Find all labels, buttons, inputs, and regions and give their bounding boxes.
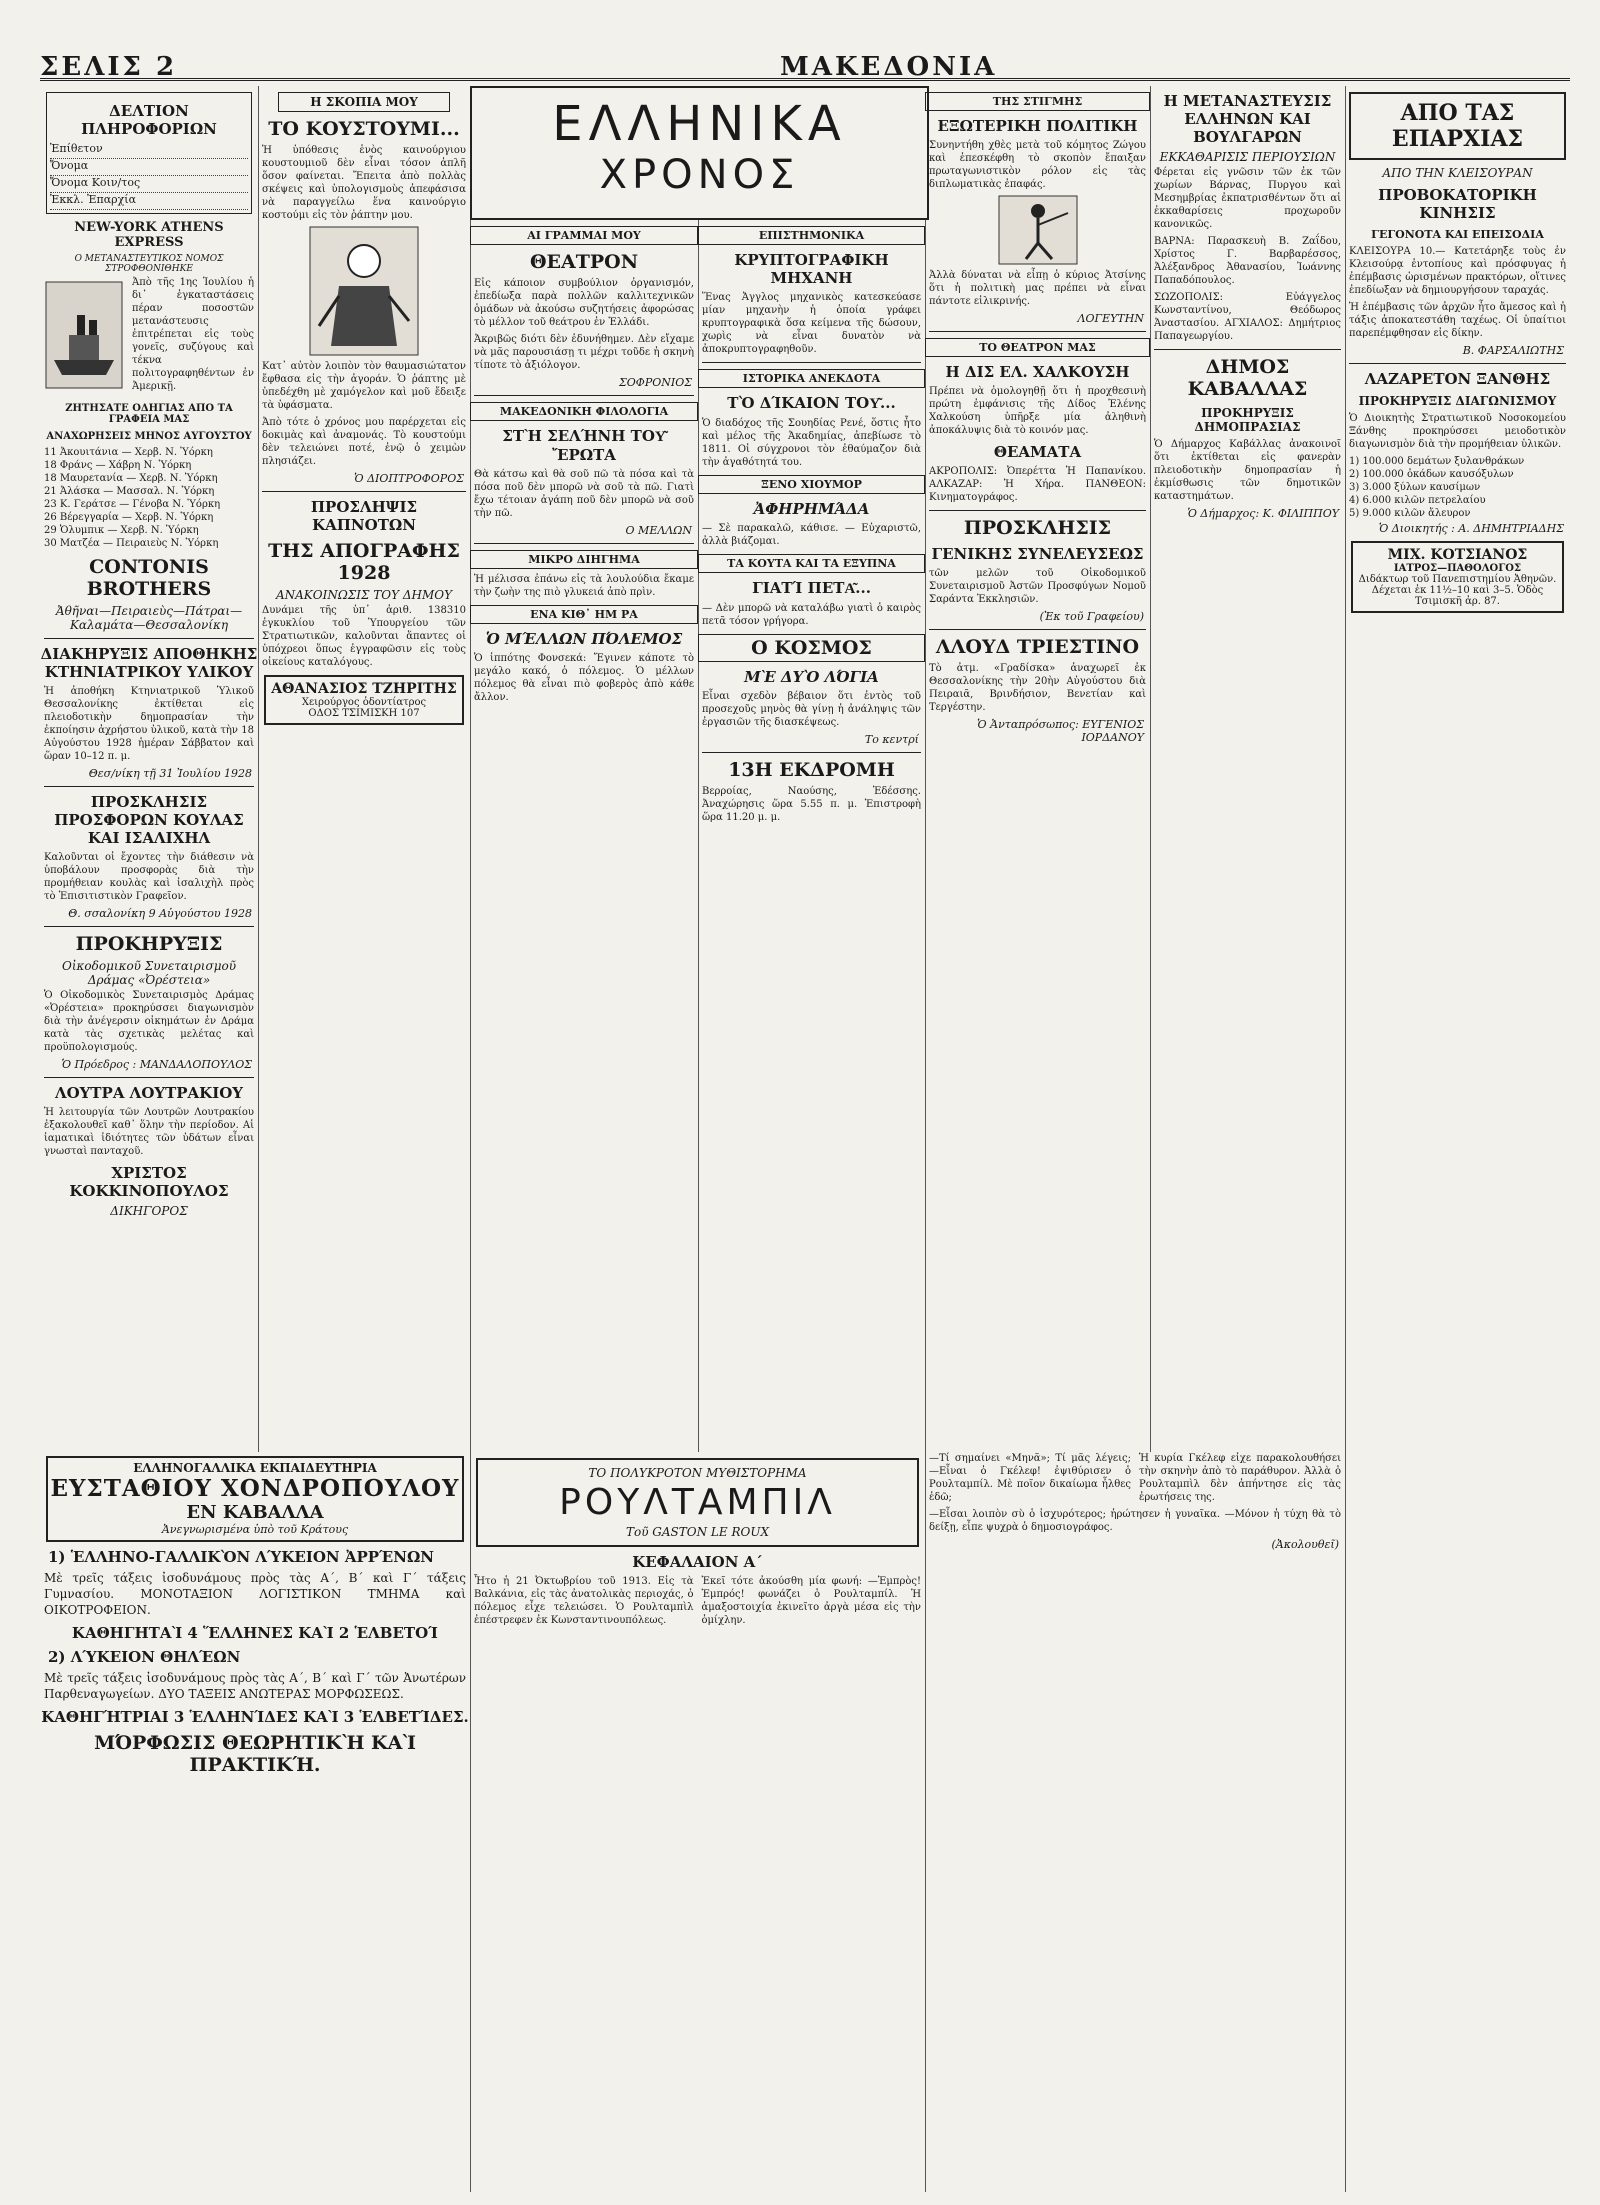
- column-6: [1150, 86, 1346, 1452]
- serial-text: —Εἶσαι λοιπὸν σὺ ὁ ἰσχυρότερος; ἠρώτησεν ἡ γυναῖκα. —Μόνον ἡ τύχη θὰ τὸ δείξῃ, εἶπε ψυχρὰ ὁ δημοσιογράφος.: [929, 1509, 1341, 1533]
- serial-header: [476, 1458, 919, 1547]
- serial-text: Ἐκεῖ τότε ἀκούσθη μία φωνή: —Ἐμπρὸς! Ἐμπρός! φωνάζει ὁ Ρουλταμπίλ. Ἡ ἁμαξοστοιχία ἐκινεῖτο ἀργὰ μέσα εἰς τὴν ὁμίχλην.: [701, 1576, 921, 1626]
- school-ad-city: ΕΝ ΚΑΒΑΛΛΑ: [186, 1502, 324, 1523]
- misc-title: ΤΑ ΚΟΥΤΑ ΚΑΙ ΤΑ ΕΞΥΠΝΑ: [698, 554, 925, 573]
- section-label: ΕΠΙΣΤΗΜΟΝΙΚΑ: [698, 226, 925, 245]
- lloyd-text: Τὸ ἀτμ. «Γραδίσκα» ἀναχωρεῖ ἐκ Θεσσαλονίκης τὴν 20ὴν Αὐγούστου διὰ Πειραιᾶ, Βρινδήσιον, Βενετίαν καὶ Τεργέστην.: [929, 663, 1146, 713]
- column-1: [40, 86, 259, 1452]
- list-item: 2) 100.000 ὀκάδων καυσόξυλων: [1349, 469, 1514, 480]
- list-item: 3) 3.000 ξύλων καυσίμων: [1349, 482, 1481, 493]
- serial-chapter: ΚΕΦΑΛΑΙΟΝ Α΄: [632, 1553, 763, 1571]
- theatre-review-text: Πρέπει νὰ ὁμολογηθῇ ὅτι ἡ προχθεσινὴ πρώτη ἐμφάνισις τῆς Δίδος Ἐλένης Χαλκούση ὑπῆρξε μία ἀληθινὴ ἀποκάλυψις διὰ τὸ κοινόν μας.: [929, 386, 1146, 436]
- crypto-title: ΚΡΥΠΤΟΓΡΑΦΙΚΗ ΜΗΧΑΝΗ: [734, 251, 889, 287]
- masthead: [40, 52, 1570, 81]
- short-story-text: Ἡ μέλισσα ἐπάνω εἰς τὰ λουλούδια ἔκαμε τὴν ζωὴν της πιὸ γλυκειά ἀπὸ πρὶν.: [474, 574, 694, 598]
- list-item: 23 Κ. Γεράτσε — Γένοβα Ν. Ὑόρκη: [44, 499, 221, 510]
- list-item: 1) 100.000 δεμάτων ξυλανθράκων: [1349, 456, 1525, 467]
- theatre-title: ΘΕΑΤΡΟΝ: [529, 251, 639, 273]
- short-story-title: ΜΙΚΡΟ ΔΙΗΓΗΜΑ: [470, 550, 698, 569]
- section-label: Η ΣΚΟΠΙΑ ΜΟΥ: [278, 92, 450, 112]
- lawyer-name: ΧΡΙΣΤΟΣ ΚΟΚΚΙΝΟΠΟΥΛΟΣ: [69, 1164, 229, 1200]
- school-boys-text: Μὲ τρεῖς τάξεις ἰσοδυνάμους πρὸς τὰς Α΄, Β΄ καὶ Γ΄ τάξεις Γυμνασίου. ΜΟΝΟΤΑΞΙΟΝ ΛΟΓΙΣΤΙΚΟΝ ΤΜΗΜΑ καὶ ΟΙΚΟΤΡΟΦΕΙΟΝ.: [44, 1571, 466, 1617]
- hospital-sign: Ὁ Διοικητής : Α. ΔΗΜΗΤΡΙΑΔΗΣ: [1378, 522, 1564, 535]
- serial-continuation: [925, 1452, 1346, 2192]
- migration-title: Η ΜΕΤΑΝΑΣΤΕΥΣΙΣ ΕΛΛΗΝΩΝ ΚΑΙ ΒΟΥΛΓΑΡΩΝ: [1163, 92, 1332, 146]
- invite-text: τῶν μελῶν τοῦ Οἰκοδομικοῦ Συνεταιρισμοῦ Ἀστῶν Προσφύγων Νομοῦ Σαράντα Ἐκκλησιῶν.: [929, 568, 1146, 605]
- migration-text: ΣΩΖΟΠΟΛΙΣ: Εὐάγγελος Κωνσταντίνου, Θεόδωρος Ἀναστασίου. ΑΓΧΙΑΛΟΣ: Δημήτριος Παπαγεωργίου.: [1154, 292, 1341, 342]
- invite-title: ΠΡΟΣΚΛΗΣΙΣ: [963, 517, 1112, 539]
- school-boys-staff: ΚΑΘΗΓΗΤΑῚ 4 ἝΛΛΗΝΕΣ ΚΑῚ 2 ἙΛΒΕΤΟΊ: [71, 1624, 439, 1642]
- ny-express-subtitle: Ο ΜΕΤΑΝΑΣΤΕΥΤΙΚΟΣ ΝΟΜΟΣ ΣΤΡΟΦΘΟΝΙΘΗΚΕ: [74, 254, 224, 274]
- hospital-list: [1349, 455, 1566, 520]
- shows-text: ΑΚΡΟΠΟΛΙΣ: Ὀπερέττα Ἡ Παπανίκου. ΑΛΚΑΖΑΡ: Ἡ Χήρα. ΠΑΝΘΕΟΝ: Κινηματογράφος.: [929, 466, 1146, 503]
- baths-title: ΛΟΥΤΡΑ ΛΟΥΤΡΑΚΙΟΥ: [54, 1084, 244, 1102]
- column-3: [470, 220, 699, 1452]
- doctor-ad: [1351, 541, 1564, 613]
- philology-title: ΜΑΚΕΔΟΝΙΚΗ ΦΙΛΟΛΟΓΙΑ: [470, 402, 698, 421]
- migration-text: ΒΑΡΝΑ: Παρασκευὴ Β. Ζαΐδου, Χρίστος Γ. Βαρβαρέσσος, Ἀλέξανδρος Ἀθανασίου, Ἰωάννης Παπαδόπουλος.: [1154, 236, 1341, 286]
- provinces-text: Ἡ ἐπέμβασις τῶν ἀρχῶν ἦτο ἄμεσος καὶ ἡ τάξις ἀποκατεστάθη ταχέως. Οἱ ὑπαίτιοι παρεπέμφθησαν εἰς δίκην.: [1349, 302, 1566, 339]
- baths-text: Ἡ λειτουργία τῶν Λουτρῶν Λουτρακίου ἐξακολουθεῖ καθ᾽ ὅλην τὴν περίοδον. Αἱ ἰαματικαὶ ἰδιότητες τῶν ὑδάτων εἶναι γνωσταὶ πανταχοῦ.: [44, 1107, 254, 1157]
- lawyer-title: ΔΙΚΗΓΟΡΟΣ: [110, 1204, 188, 1218]
- politics-title: ΕΞΩΤΕΡΙΚΗ ΠΟΛΙΤΙΚΗ: [937, 117, 1138, 135]
- notice-sign: Ὁ Πρόεδρος : ΜΑΝΔΑΛΟΠΟΥΛΟΣ: [61, 1058, 252, 1071]
- politics-signature: ΛΟΓΕΥΤΗΝ: [1077, 312, 1144, 325]
- provinces-from: ΑΠΟ ΤΗΝ ΚΛΕΙΣΟΥΡΑΝ: [1382, 166, 1533, 180]
- auction-sign: Θεσ/νίκη τῇ 31 Ἰουλίου 1928: [88, 767, 252, 780]
- shows-title: ΘΕΑΜΑΤΑ: [993, 443, 1082, 461]
- auction-title: ΔΙΑΚΗΡΥΞΙΣ ΑΠΟΘΗΚΗΣ ΚΤΗΝΙΑΤΡΙΚΟΥ ΥΛΙΚΟΥ: [40, 645, 258, 681]
- migration-subtitle: ΕΚΚΑΘΑΡΙΣΙΣ ΠΕΡΙΟΥΣΙΩΝ: [1159, 150, 1336, 164]
- article-text: Ἀπὸ τότε ὁ χρόνος μου παρέρχεται εἰς δοκιμὰς καὶ ἀναμονάς. Τὸ κουστούμι δὲν τελειώνει ποτέ, ἐνῷ ὁ χειμὼν πλησιάζει.: [262, 417, 466, 467]
- kavala-title: ΔΗΜΟΣ ΚΑΒΑΛΛΑΣ: [1187, 356, 1308, 400]
- offers-sign: Θ. σσαλονίκη 9 Αὐγούστου 1928: [68, 907, 252, 920]
- info-form: [46, 92, 252, 214]
- hospital-text: Ὁ Διοικητὴς Στρατιωτικοῦ Νοσοκομείου Ξάνθης προκηρύσσει μειοδοτικὸν διαγωνισμὸν διὰ τὴν προμήθειαν ὑλικῶν.: [1349, 413, 1566, 450]
- form-field: Ἐπίθετον: [50, 142, 248, 159]
- misc-head: ΓΙΑΤΊ ΠΕΤΑ͂...: [752, 579, 871, 597]
- article-text: Ἡ ὑπόθεσις ἑνὸς καινούργιου κουστουμιοῦ δὲν εἶναι τόσον ἁπλῆ ὅσον φαίνεται. Ἔπειτα ἀπὸ πολλὰς σκέψεις καὶ ὑπολογισμοὺς ἀπεφάσισα νὰ παραγγείλω ἕνα καινούργιο κοστούμι εἰς τὸν ῥάπτην μου.: [262, 145, 466, 221]
- philology-text: Θὰ κάτσω καὶ θὰ σοῦ πῶ τὰ πόσα καὶ τὰ πόσα ποῦ δὲν μπορῶ νὰ σοῦ τὰ πῶ. Γιατὶ ἔχω τέτοιαν ἀγάπη ποῦ δὲν μπορῶ νὰ σοῦ τὴν πῶ.: [474, 469, 694, 519]
- list-item: 4) 6.000 κιλῶν πετρελαίου: [1349, 495, 1486, 506]
- politics-text: Συνηντήθη χθὲς μετὰ τοῦ κόμητος Ζώγου καὶ ἐπεσκέφθη τὸ σκοπὸν ἔπαιξαν πρωταγωνιστικὸν ρόλον εἰς τὰς διπλωματικὰς ἐπαφάς.: [929, 140, 1146, 190]
- offers-title: ΠΡΟΣΚΛΗΣΙΣ ΠΡΟΣΦΟΡΩΝ ΚΟΥΛΑΣ ΚΑΙ ΙΣΑΛΙΧΗΛ: [54, 793, 244, 847]
- article-signature: Ὁ ΔΙΟΠΤΡΟΦΟΡΟΣ: [354, 472, 464, 485]
- list-item: 30 Ματζέα — Πειραιεὺς Ν. Ὑόρκη: [44, 538, 219, 549]
- provinces-signature: Β. ΦΑΡΣΑΛΙΩΤΗΣ: [1462, 344, 1564, 357]
- theatre-text: Εἰς κάποιον συμβούλιον ὀργανισμόν, ἐπεδίωξα παρὰ πολλῶν καλλιτεχνικῶν ὁμάδων νὰ ἀκούσω συζητήσεις ἀφορώσας τὸ μέλλον τοῦ θεάτρου ἐν Ἑλλάδι.: [474, 278, 694, 328]
- list-item: 21 Ἀλάσκα — Μασσαλ. Ν. Ὑόρκη: [44, 486, 215, 497]
- excursion-title: 13Η ΕΚΔΡΟΜΗ: [728, 759, 895, 781]
- philology-head: ΣΤῊ ΣΕΛΉΝΗ ΤΟΥ͂ ἜΡΩΤΑ: [502, 427, 666, 464]
- excursion-text: Βερροίας, Ναούσης, Ἐδέσσης. Ἀναχώρησις ὥρα 5.55 π. μ. Ἐπιστροφὴ ὥρα 11.20 μ. μ.: [702, 786, 921, 823]
- list-item: 26 Βέρεγγαρία — Χερβ. Ν. Ὑόρκη: [44, 512, 214, 523]
- newspaper-name: ΜΑΚΕΔΟΝΙΑ: [780, 52, 998, 82]
- war-text: Ὁ ἱππότης Φονσεκά: Ἔγινεν κάποτε τὸ μεγάλο κακό, ὁ πόλεμος. Ὁ μέλλων πόλεμος θὰ εἶναι πιὸ φοβερὸς ἀπὸ κάθε ἄλλον.: [474, 653, 694, 703]
- ad-name: ΜΙΧ. ΚΟΤΣΙΑΝΟΣ: [1387, 547, 1528, 563]
- misc-text: — Δὲν μπορῶ νὰ καταλάβω γιατὶ ὁ καιρὸς πετᾶ τόσον γρήγορα.: [702, 603, 921, 627]
- crypto-text: Ἕνας Ἀγγλος μηχανικὸς κατεσκεύασε μίαν μηχανὴν ἡ ὁποία γράφει κρυπτογραφικὰ ὅσα κείμενα τῆς δώσουν, χωρὶς νὰ εἶναι δυνατὸν νὰ ἀποκρυπτογραφηθοῦν.: [702, 292, 921, 355]
- ad-name: ΑΘΑΝΑΣΙΟΣ ΤΖΗΡΙΤΗΣ: [271, 681, 457, 697]
- form-field: Ὄνομα Κοιν/τος: [50, 176, 248, 193]
- war-title: ΕΝΑ ΚΙΘ᾽ ΗΜ ΡΑ: [470, 605, 698, 624]
- ship-illustration: [44, 280, 124, 390]
- census-subtitle-2: ΑΝΑΚΟΙΝΩΣΙΣ ΤΟΥ ΔΗΜΟΥ: [275, 588, 453, 602]
- ny-express-title: NEW-YORK ATHENS EXPRESS: [74, 220, 224, 250]
- list-item: 18 Μαυρετανία — Χερβ. Ν. Ὑόρκη: [44, 473, 218, 484]
- world-signature: Το κεντρί: [864, 733, 919, 746]
- anecdote-text: Ὁ διαδόχος τῆς Σουηδίας Ρενέ, ὅστις ἦτο καὶ μέλος τῆς Ἀκαδημίας, ἀπεβίωσε τὸ 1811. Οἱ σύγχρονοι τὸν ἐθαύμαζον διὰ τὴν ἀγαθότητά του.: [702, 418, 921, 468]
- kavala-text: Ὁ Δήμαρχος Καβάλλας ἀνακοινοῖ ὅτι ἐκτίθεται εἰς φανερὰν πλειοδοτικὴν δημοπρασίαν ἡ ἐκμίσθωσις τῶν δημοτικῶν καταστημάτων.: [1154, 439, 1341, 502]
- ny-express-text: Ἀπὸ τῆς 1ης Ἰουλίου ἡ δι᾽ ἐγκαταστάσεις πέραν ποσοστῶν μετανάστευσις ἐπιτρέπεται εἰς τοὺς γονεῖς, συζύγους καὶ τέκνα πολιτογραφηθέντων ἐν Ἀμερικῇ.: [132, 277, 254, 392]
- list-item: 11 Ἀκουιτάνια — Χερβ. Ν. Ὑόρκη: [44, 447, 213, 458]
- world-title: Ο ΚΟΣΜΟΣ: [698, 634, 925, 662]
- column-2: [258, 86, 471, 1452]
- contonis-address: Ἀθῆναι—Πειραιεὺς—Πάτραι—Καλαμάτα—Θεσσαλονίκη: [55, 604, 243, 632]
- provinces-head-2: ΓΕΓΟΝΟΤΑ ΚΑΙ ΕΠΕΙΣΟΔΙΑ: [1371, 228, 1544, 241]
- ad-title: ΙΑΤΡΟΣ—ΠΑΘΟΛΟΓΟΣ: [1393, 563, 1522, 574]
- notice-text: Ὁ Οἰκοδομικὸς Συνεταιρισμὸς Δράμας «Ὀρέστεια» προκηρύσσει διαγωνισμὸν διὰ τὴν ἀνέγερσιν οἰκημάτων ἐν Δράμα κατὰ τὰς σχετικὰς μελέτας καὶ προϋπολογισμούς.: [44, 990, 254, 1053]
- school-girls-title: 2) ΛΎΚΕΙΟΝ ΘΗΛΈΩΝ: [48, 1648, 241, 1666]
- list-item: 18 Φράνς — Χάβρη Ν. Ὑόρκη: [44, 460, 192, 471]
- provinces-title: ΑΠΟ ΤΑΣ ΕΠΑΡΧΙΑΣ: [1349, 92, 1566, 160]
- invite-sign: (Ἐκ τοῦ Γραφείου): [1039, 610, 1144, 623]
- list-item: 29 Ὁλυμπικ — Χερβ. Ν. Ὑόρκη: [44, 525, 199, 536]
- departures-list: [44, 446, 254, 550]
- dentist-ad: [264, 675, 464, 725]
- offers-text: Καλοῦνται οἱ ἔχοντες τὴν διάθεσιν νὰ ὑποβάλουν προσφορὰς διὰ τὴν προμήθειαν κουλὰς καὶ ἰσαλιχὴλ πρὸς τὸ Ἐπισιτιστικὸν Γραφεῖον.: [44, 852, 254, 902]
- serial-author: Τοῦ GASTON LE ROUX: [625, 1525, 770, 1539]
- theatre-text: Ἀκριβῶς διότι δὲν ἐδυνήθημεν. Δὲν εἴχαμε νὰ μᾶς παρουσιάσῃ τι μέχρι τοῦδε ἡ σκηνὴ τίποτε τὸ ἀξιόλογον.: [474, 334, 694, 371]
- school-ad-kicker: ΕΛΛΗΝΟΓΑΛΛΙΚΑ ΕΚΠΑΙΔΕΥΤΗΡΙΑ: [133, 1461, 377, 1475]
- section-label: ΑΙ ΓΡΑΜΜΑΙ ΜΟΥ: [470, 226, 698, 245]
- school-girls-staff: ΚΑΘΗΓΉΤΡΙΑΙ 3 ἙΛΛΗΝΊΔΕΣ ΚΑῚ 3 ἙΛΒΕΤΊΔΕΣ.: [41, 1708, 469, 1726]
- migration-text: Φέρεται εἰς γνῶσιν τῶν ἐκ τῶν χωρίων Βάρνας, Πυργου καὶ Μεσημβρίας ἐκπατρισθέντων ὅτι αἱ ἐκκαθαρίσεις προχωροῦν κανονικῶς.: [1154, 167, 1341, 230]
- school-ad-header: [46, 1456, 464, 1542]
- serial-text: Ἡ κυρία Γκέλεφ εἶχε παρακολουθήσει τὴν σκηνὴν ἀπὸ τὸ παράθυρον. Ἀλλὰ ὁ Ρουλταμπὶλ δὲν ἀπήντησε εἰς τὰς ἐρωτήσεις της.: [1139, 1453, 1341, 1503]
- census-subtitle: ΤΗΣ ΑΠΟΓΡΑΦΗΣ 1928: [268, 540, 460, 584]
- provinces-text: ΚΛΕΙΣΟΥΡΑ 10.— Κατετάρηξε τοὺς ἐν Κλεισούρᾳ ἐντοπίους καὶ πρόσφυγας ἡ ἐπέμβασις ὡρισμένων πρακτόρων, οἵτινες ἐπεδίωξαν νὰ δημιουργήσουν ταραχάς.: [1349, 246, 1566, 296]
- column-4: [698, 220, 926, 1452]
- theatre-signature: ΣΟΦΡΟΝΙΟΣ: [619, 376, 692, 389]
- humor-head: ἈΦΗΡΗΜΆΔΑ: [753, 500, 870, 518]
- form-field: Ὄνομα: [50, 159, 248, 176]
- list-item: 5) 9.000 κιλῶν ἄλευρον: [1349, 508, 1471, 519]
- banner-title-2: ΧΡΟΝΟΣ: [599, 152, 800, 198]
- census-title: ΠΡΟΣΛΗΨΙΣ ΚΑΠΝΟΤΩΝ: [310, 498, 418, 534]
- weekly-banner: [470, 86, 929, 220]
- humor-title: ΞΕΝΟ ΧΙΟΥΜΟΡ: [698, 475, 925, 494]
- kavala-sign: Ὁ Δήμαρχος: Κ. ΦΙΛΙΠΠΟΥ: [1187, 507, 1339, 520]
- anecdote-head: ΤῸ ΔΊΚΑΙΟΝ ΤΟΥ͂...: [727, 394, 896, 412]
- anecdote-title: ΙΣΤΟΡΙΚΑ ΑΝΕΚΔΟΤΑ: [698, 369, 925, 388]
- ny-contact-line: ΖΗΤΗΣΑΤΕ ΟΔΗΓΙΑΣ ΑΠΟ ΤΑ ΓΡΑΦΕΙΑ ΜΑΣ: [65, 403, 233, 425]
- ad-line: Χειρούργος ὀδοντίατρος: [301, 697, 427, 708]
- section-label: ΤΗΣ ΣΤΙΓΜΗΣ: [925, 92, 1150, 111]
- theatre-head: Η ΔΙΣ ΕΛ. ΧΑΛΚΟΥΣΗ: [945, 363, 1130, 381]
- school-ad-recognition: Ἀνεγνωρισμένα ὑπὸ τοῦ Κράτους: [161, 1523, 349, 1536]
- ad-address: ΟΔΟΣ ΤΣΙΜΙΣΚΗ 107: [308, 708, 420, 719]
- fencer-illustration: [998, 195, 1078, 265]
- politics-text: Ἀλλὰ δύναται νὰ εἶπῃ ὁ κύριος Ἀτσίνης ὅτι ἡ πολιτικὴ μας πρέπει νὰ εἶναι πάντοτε εἰλικρινής.: [929, 270, 1146, 307]
- serial-title: ΡΟΥΛΤΑΜΠΙΛ: [559, 1482, 836, 1523]
- form-field: Ἐκκλ. Ἐπαρχία: [50, 193, 248, 210]
- page-number: ΣΕΛΙΣ 2: [40, 52, 178, 82]
- theatre-section-title: ΤΟ ΘΕΑΤΡΟΝ ΜΑΣ: [925, 338, 1150, 357]
- kavala-subtitle: ΠΡΟΚΗΡΥΞΙΣ ΔΗΜΟΠΡΑΣΙΑΣ: [1194, 406, 1301, 434]
- article-text: Κατ᾽ αὐτὸν λοιπὸν τὸν θαυμασιώτατον ἔφθασα εἰς τὴν ἀγοράν. Ὁ ῥάπτης μὲ ὑπεδέχθη μὲ χαμόγελον καὶ μοῦ ἔδειξε τὰ ὑφάσματα.: [262, 361, 466, 411]
- departures-title: ΑΝΑΧΩΡΗΣΕΙΣ ΜΗΝΟΣ ΑΥΓΟΥΣΤΟΥ: [46, 431, 252, 442]
- auction-text: Ἡ ἀποθήκη Κτηνιατρικοῦ Ὑλικοῦ Θεσσαλονίκης ἐκτίθεται εἰς πλειοδοτικὴν δημοπρασίαν τὴν ἐκποίησιν ἀχρήστου ὑλικοῦ, κατὰ τὴν 18 Αὐγούστου 1928 ἡμέραν Σάββατον καὶ ὥραν 10–12 π. μ.: [44, 686, 254, 762]
- ad-text: Διδάκτωρ τοῦ Πανεπιστημίου Ἀθηνῶν. Δέχεται ἐκ 11½–10 καὶ 3–5. Ὁδὸς Τσιμισκῆ ἀρ. 87.: [1358, 574, 1557, 607]
- serial-text: —Τί σημαίνει «Μηνᾶ»; Τί μᾶς λέγεις; —Εἶναι ὁ Γκέλεφ! ἐψιθύρισεν ὁ Ρουλταμπίλ. Μὲ ποῖον δικαίωμα ἦλθες ἐδῶ;: [929, 1453, 1131, 1503]
- world-head: ΜῈ ΔΥῸ ΛΌΓΙΑ: [744, 668, 879, 686]
- banner-title-1: ΕΛΛΗΝΙΚΑ: [552, 96, 847, 152]
- column-7: [1345, 86, 1570, 2192]
- hospital-subtitle: ΠΡΟΚΗΡΥΞΙΣ ΔΙΑΓΩΝΙΣΜΟΥ: [1358, 394, 1557, 408]
- provinces-head: ΠΡΟΒΟΚΑΤΟΡΙΚΗ ΚΙΝΗΣΙΣ: [1378, 186, 1537, 222]
- school-girls-text: Μὲ τρεῖς τάξεις ἰσοδυνάμους πρὸς τὰς Α΄, Β΄ καὶ Γ΄ τῶν Ἀνωτέρων Παρθεναγωγείων. ΔΥΟ ΤΑΞΕΙΣ ΑΝΩΤΕΡΑΣ ΜΟΡΦΩΣΕΩΣ.: [44, 1671, 466, 1701]
- serial-novel: [470, 1452, 926, 2192]
- invite-subtitle: ΓΕΝΙΚΗΣ ΣΥΝΕΛΕΥΣΕΩΣ: [931, 545, 1144, 563]
- census-text: Δυνάμει τῆς ὑπ᾽ ἀριθ. 138310 ἐγκυκλίου τοῦ Ὑπουργείου τῶν Στρατιωτικῶν, καλοῦνται ἅπαντες οἱ ὑπόχρεοι ὅπως ἐγγραφῶσιν εἰς τοὺς οἰκείους καταλόγους.: [262, 605, 466, 668]
- philology-signature: Ο ΜΕΛΛΩΝ: [625, 524, 692, 537]
- serial-text: Ἦτο ἡ 21 Ὀκτωβρίου τοῦ 1913. Εἰς τὰ Βαλκάνια, εἰς τὰς ἀνατολικὰς περιοχάς, ὁ πόλεμος εἶχε τελειώσει. Ὁ Ρουλταμπὶλ ἐπέστρεφεν ἐκ Κωνσταντινουπόλεως.: [474, 1576, 694, 1626]
- hospital-title: ΛΑΖΑΡΕΤΟΝ ΞΑΝΘΗΣ: [1364, 370, 1551, 388]
- notice-title: ΠΡΟΚΗΡΥΞΙΣ: [75, 933, 223, 955]
- serial-kicker: ΤΟ ΠΟΛΥΚΡΟΤΟΝ ΜΥΘΙΣΤΟΡΗΜΑ: [588, 1466, 807, 1480]
- world-text: Εἶναι σχεδὸν βέβαιον ὅτι ἐντὸς τοῦ προσεχοῦς μηνὸς θὰ γίνῃ ἡ ἀνάληψις τῶν ἐργασιῶν τῆς διασκέψεως.: [702, 691, 921, 728]
- humor-text: — Σὲ παρακαλῶ, κάθισε. — Εὐχαριστῶ, ἀλλὰ βιάζομαι.: [702, 523, 921, 547]
- school-motto: ΜΌΡΦΩΣΙΣ ΘΕΩΡΗΤΙΚῊ ΚΑῚ ΠΡΑΚΤΙΚΉ.: [94, 1732, 416, 1776]
- war-head: Ὁ ΜΈΛΛΩΝ ΠΌΛΕΜΟΣ: [485, 630, 683, 648]
- lloyd-sign: Ὁ Ἀνταπρόσωπος: ΕΥΓΕΝΙΟΣ ΙΟΡΔΑΝΟΥ: [977, 718, 1144, 744]
- school-ad: [40, 1452, 471, 2192]
- lloyd-title: ΛΛΟΥΔ ΤΡΙΕΣΤΙΝΟ: [935, 636, 1140, 658]
- notice-subtitle: Οἰκοδομικοῦ Συνεταιρισμοῦ Δράμας «Ὀρέστεια»: [61, 959, 237, 987]
- column-5: [925, 86, 1151, 1452]
- contonis-title: CONTONIS BROTHERS: [86, 556, 212, 600]
- school-boys-title: 1) ἙΛΛΗΝΟ-ΓΑΛΛΙΚῸΝ ΛΎΚΕΙΟΝ ἈΡΡΈΝΩΝ: [48, 1548, 435, 1566]
- serial-continued: (Ἀκολουθεῖ): [1271, 1538, 1339, 1551]
- school-ad-name: ΕΥΣΤΑΘΙΟΥ ΧΟΝΔΡΟΠΟΥΛΟΥ: [50, 1475, 460, 1502]
- cartoon-illustration: [309, 226, 419, 356]
- article-title: ΤΟ ΚΟΥΣΤΟΥΜΙ...: [268, 118, 460, 140]
- info-form-title: ΔΕΛΤΙΟΝ ΠΛΗΡΟΦΟΡΙΩΝ: [81, 102, 217, 138]
